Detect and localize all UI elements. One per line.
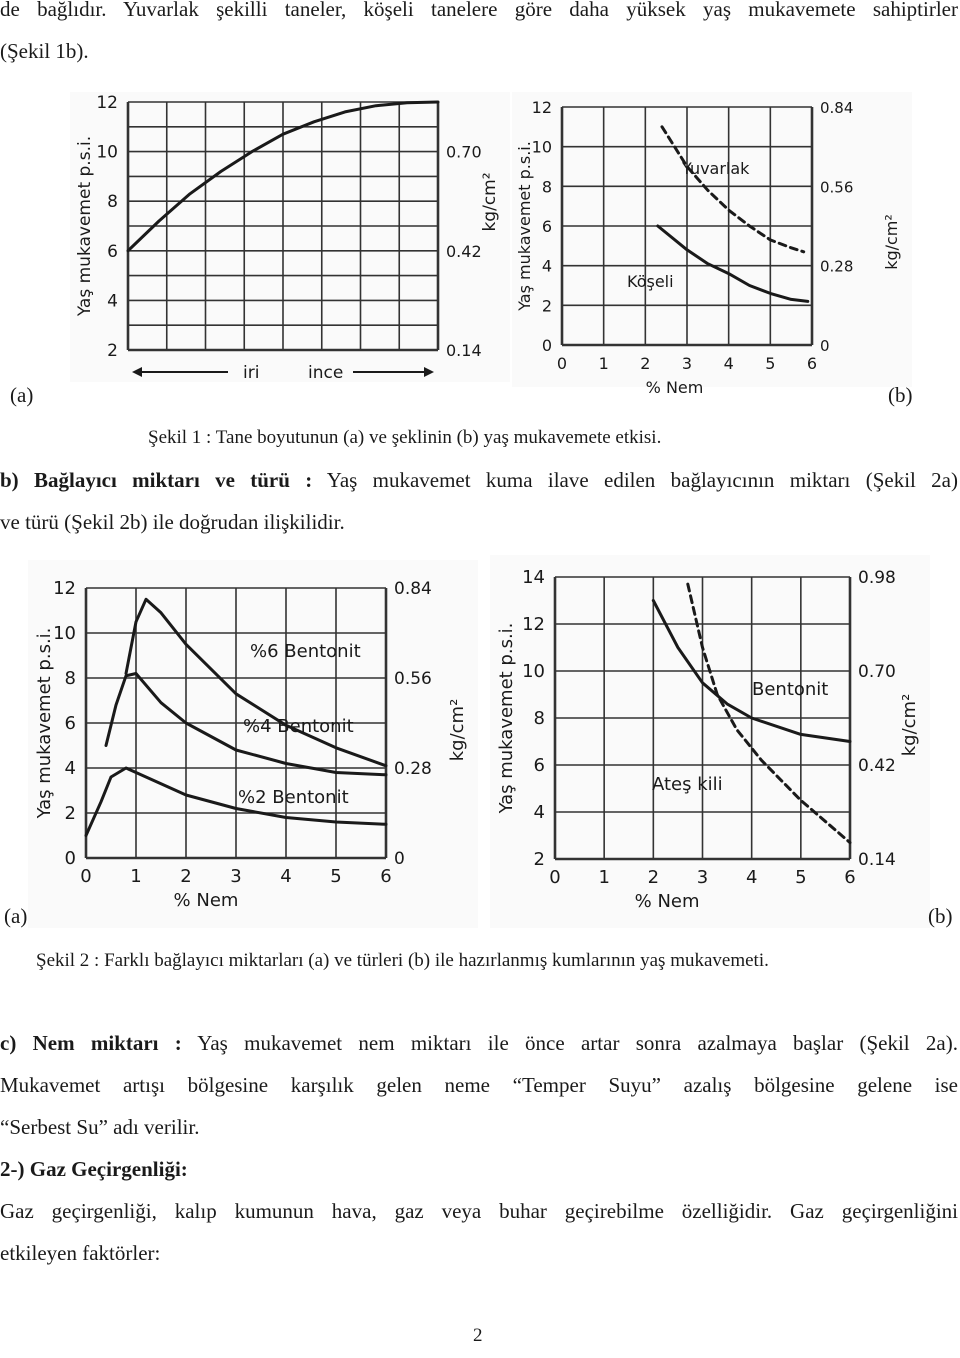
- y-tick-label: 4: [64, 758, 76, 779]
- figure-1b: [512, 92, 912, 397]
- y2-axis-label: kg/cm²: [882, 214, 901, 270]
- section-2-line-2: etkileyen faktörler:: [0, 1241, 161, 1265]
- y-tick-label: 12: [53, 578, 76, 599]
- y-tick-label: 6: [541, 217, 552, 236]
- y2-tick-label: 0.84: [394, 579, 432, 599]
- y-tick-label: 8: [64, 668, 76, 689]
- intro-line-2: (Şekil 1b).: [0, 39, 89, 63]
- x-tick-label: 0: [556, 354, 568, 373]
- series-label: Köşeli: [627, 272, 674, 291]
- figure-2a-chart: [28, 560, 478, 928]
- y2-tick-label: 0.56: [820, 178, 854, 197]
- y-tick-label: 14: [522, 567, 545, 588]
- arrow-left-head: [132, 367, 142, 377]
- y2-tick-label: 0.70: [446, 142, 482, 162]
- arrow-right-head: [424, 367, 434, 377]
- y-tick-label: 8: [533, 708, 545, 729]
- section-c-line-2: Mukavemet artışı bölgesine karşılık gelen neme “Temper Suyu” azalış bölgesine gelene ise: [0, 1073, 958, 1097]
- x-tick-label: 5: [330, 866, 342, 887]
- section-b-line-2: ve türü (Şekil 2b) ile doğrudan ilişkilidir.: [0, 510, 345, 534]
- x-tick-label: 6: [380, 866, 392, 887]
- y-tick-label: 4: [541, 256, 552, 276]
- y-tick-label: 6: [64, 713, 76, 734]
- figure-1a-chart: [70, 92, 510, 382]
- section-c-line-1: [0, 1022, 958, 1064]
- series-line: [658, 226, 808, 301]
- section-c-line-3: “Serbest Su” adı verilir.: [0, 1115, 200, 1139]
- page-number: 2: [473, 1325, 483, 1346]
- x-axis-label: % Nem: [173, 890, 239, 911]
- x-axis-label-left: iri: [243, 363, 260, 383]
- y2-tick-label: 0.14: [446, 341, 482, 360]
- y-tick-label: 10: [522, 661, 545, 682]
- figure-2b: [490, 555, 930, 928]
- x-tick-label: 4: [745, 867, 758, 888]
- x-tick-label: 0: [549, 867, 561, 888]
- y-tick-label: 2: [533, 849, 545, 870]
- figure-2a: [28, 560, 478, 928]
- figure-1a-label: (a): [10, 383, 34, 407]
- section-c-text: Yaş mukavemet nem miktarı ile önce artar sonra azalmaya başlar (Şekil 2a).: [181, 1031, 958, 1055]
- figure-2b-chart: [490, 555, 930, 928]
- y-tick-label: 2: [107, 341, 118, 361]
- y2-tick-label: 0: [820, 337, 830, 355]
- y-tick-label: 6: [107, 241, 118, 262]
- series-line: [126, 599, 386, 766]
- x-tick-label: 2: [640, 354, 651, 373]
- figure-2a-label: (a): [4, 904, 28, 928]
- y-tick-label: 8: [541, 177, 552, 197]
- y-axis-label: Yaş mukavemet p.s.i.: [75, 135, 95, 317]
- section-c-title: c) Nem miktarı :: [0, 1031, 182, 1055]
- intro-line-1: de bağlıdır. Yuvarlak şekilli taneler, köşeli tanelere göre daha yüksek yaş mukavemete sahiptirler: [0, 0, 958, 21]
- y2-axis-label: kg/cm²: [899, 693, 920, 757]
- series-label: Bentonit: [752, 679, 829, 700]
- y-tick-label: 12: [522, 614, 545, 635]
- y2-tick-label: 0.28: [820, 257, 854, 276]
- y-tick-label: 10: [531, 137, 552, 157]
- y2-axis-label: kg/cm²: [447, 698, 468, 762]
- y-tick-label: 12: [96, 93, 118, 113]
- y2-tick-label: 0.42: [446, 241, 482, 261]
- section-2-line-1: Gaz geçirgenliği, kalıp kumunun hava, gaz veya buhar geçirebilme özelliğidir. Gaz geçirgenliğini: [0, 1199, 958, 1223]
- series-label: Ateş kili: [652, 774, 723, 795]
- y2-tick-label: 0.56: [394, 669, 432, 689]
- y2-tick-label: 0.28: [394, 759, 432, 779]
- y-tick-label: 4: [107, 291, 118, 312]
- y2-axis-label: kg/cm²: [480, 172, 500, 232]
- y-tick-label: 10: [96, 142, 118, 163]
- y-axis-label: Yaş mukavemet p.s.i.: [515, 141, 534, 311]
- x-tick-label: 1: [598, 354, 609, 373]
- y2-tick-label: 0.98: [858, 568, 896, 588]
- x-tick-label: 5: [795, 867, 807, 888]
- x-tick-label: 6: [844, 867, 856, 888]
- x-tick-label: 3: [230, 866, 242, 887]
- y2-tick-label: 0: [394, 849, 405, 869]
- y2-tick-label: 0.14: [858, 850, 896, 870]
- series-label: Yuvarlak: [682, 159, 750, 178]
- x-axis-label: % Nem: [634, 891, 700, 912]
- x-tick-label: 5: [765, 354, 776, 373]
- y-tick-label: 0: [64, 848, 76, 869]
- x-tick-label: 2: [180, 866, 192, 887]
- x-tick-label: 3: [681, 354, 693, 373]
- y2-tick-label: 0.42: [858, 756, 896, 776]
- x-tick-label: 1: [130, 866, 142, 887]
- y-tick-label: 4: [533, 802, 545, 823]
- x-tick-label: 6: [806, 354, 818, 373]
- x-tick-label: 3: [696, 867, 709, 888]
- series-line: [688, 584, 850, 843]
- y-tick-label: 12: [531, 98, 552, 117]
- x-axis-label-right: ince: [308, 363, 344, 383]
- x-tick-label: 4: [723, 354, 734, 373]
- figure-1b-chart: [512, 92, 912, 397]
- figure-1b-label: (b): [888, 383, 913, 407]
- y2-tick-label: 0.70: [858, 662, 896, 682]
- section-b-text: Yaş mukavemet kuma ilave edilen bağlayıcının miktarı (Şekil 2a): [312, 468, 958, 492]
- x-tick-label: 2: [647, 867, 660, 888]
- x-tick-label: 0: [80, 866, 92, 887]
- figure-2-caption: Şekil 2 : Farklı bağlayıcı miktarları (a) ve türleri (b) ile hazırlanmış kumlarının yaş mukavemeti.: [36, 950, 769, 971]
- series-label: %2 Bentonit: [238, 787, 349, 808]
- section-2-heading: 2-) Gaz Geçirgenliği:: [0, 1157, 188, 1181]
- y-tick-label: 2: [64, 803, 76, 824]
- figure-1a: [70, 92, 510, 382]
- x-tick-label: 4: [280, 866, 292, 887]
- series-label: %4 Bentonit: [243, 716, 354, 737]
- y2-tick-label: 0.84: [820, 99, 854, 117]
- series-label: %6 Bentonit: [250, 641, 361, 662]
- x-tick-label: 1: [598, 867, 610, 888]
- y-tick-label: 2: [541, 296, 552, 316]
- y-tick-label: 8: [107, 192, 118, 213]
- y-tick-label: 0: [541, 336, 552, 355]
- y-tick-label: 10: [53, 623, 76, 644]
- x-axis-label: % Nem: [645, 378, 704, 397]
- series-line: [662, 127, 804, 252]
- section-b-title: b) Bağlayıcı miktarı ve türü :: [0, 468, 313, 492]
- figure-2b-label: (b): [928, 904, 953, 928]
- figure-1-caption: Şekil 1 : Tane boyutunun (a) ve şeklinin (b) yaş mukavemete etkisi.: [148, 427, 662, 448]
- y-tick-label: 6: [533, 755, 545, 776]
- section-b-line-1: [0, 459, 958, 501]
- y-axis-label: Yaş mukavemet p.s.i.: [496, 622, 517, 814]
- y-axis-label: Yaş mukavemet p.s.i.: [34, 627, 55, 819]
